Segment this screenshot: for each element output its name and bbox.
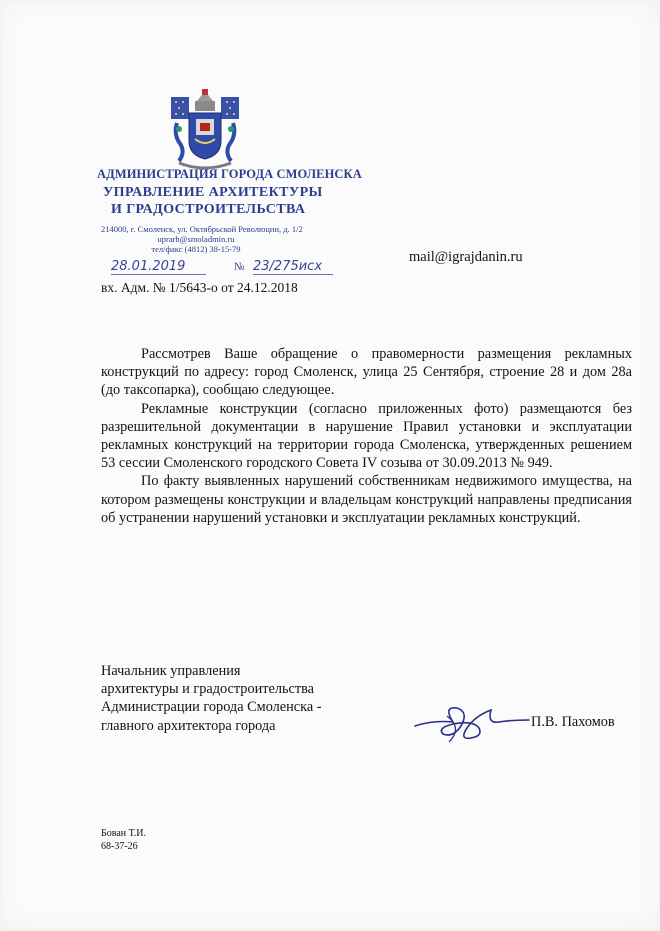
registration-number-sign: №	[234, 261, 245, 273]
position-line-1: Начальник управления	[101, 663, 241, 679]
body-paragraph: По факту выявленных нарушений собственникам недвижимого имущества, на котором размещены конструкции и владельцам конструкций направлены предписания об устранении нарушений установки и эксплуатации рекламных конструкций.	[101, 473, 632, 526]
executor-phone: 68-37-26	[101, 841, 138, 852]
recipient-email: mail@igrajdanin.ru	[409, 249, 523, 265]
body-paragraph: Рассмотрев Ваше обращение о правомерности размещения рекламных конструкций по адресу: город Смоленск, улица 25 Сентября, строение 28 и дом 28а (до таксопарка), сообщаю следующее.	[101, 346, 632, 399]
body-paragraph: Рекламные конструкции (согласно приложенных фото) размещаются без разрешительной документации в нарушение Правил установки и эксплуатации рекламных конструкций на территории города Смоленска, утвержденных решением 53 сессии Смоленского городского Совета IV созыва от 30.09.2013 № 949.	[101, 400, 632, 472]
department-line-1: УПРАВЛЕНИЕ АРХИТЕКТУРЫ	[103, 185, 323, 200]
letterhead-email: uprarh@smoladmin.ru	[157, 234, 235, 244]
executor-name: Бован Т.И.	[101, 828, 146, 839]
letterhead-phone: тел/факс (4812) 38-15-79	[151, 244, 241, 254]
department-line-2: И ГРАДОСТРОИТЕЛЬСТВА	[111, 202, 306, 217]
letterhead-contacts	[101, 224, 303, 254]
incoming-reference: вх. Адм. № 1/5643-о от 24.12.2018	[101, 280, 298, 295]
registration-date: 28.01.2019	[111, 259, 206, 275]
signer-position	[101, 662, 322, 735]
organization-name: АДМИНИСТРАЦИЯ ГОРОДА СМОЛЕНСКА	[97, 167, 362, 181]
signer-name: П.В. Пахомов	[531, 714, 615, 730]
postal-address: 214000, г. Смоленск, ул. Октябрьской Революции, д. 1/2	[101, 224, 303, 234]
executor-info	[101, 827, 146, 853]
letter-body	[101, 345, 632, 527]
coat-of-arms-icon	[169, 89, 241, 171]
registration-number: 23/275исх	[253, 259, 333, 275]
handwritten-signature-icon	[413, 698, 533, 748]
position-line-2: архитектуры и градостроительства	[101, 681, 315, 698]
department-name	[103, 184, 323, 218]
letter-page	[1, 1, 659, 929]
position-line-3: Администрации города Смоленска -	[101, 699, 322, 716]
position-line-4: главного архитектора города	[101, 717, 276, 734]
